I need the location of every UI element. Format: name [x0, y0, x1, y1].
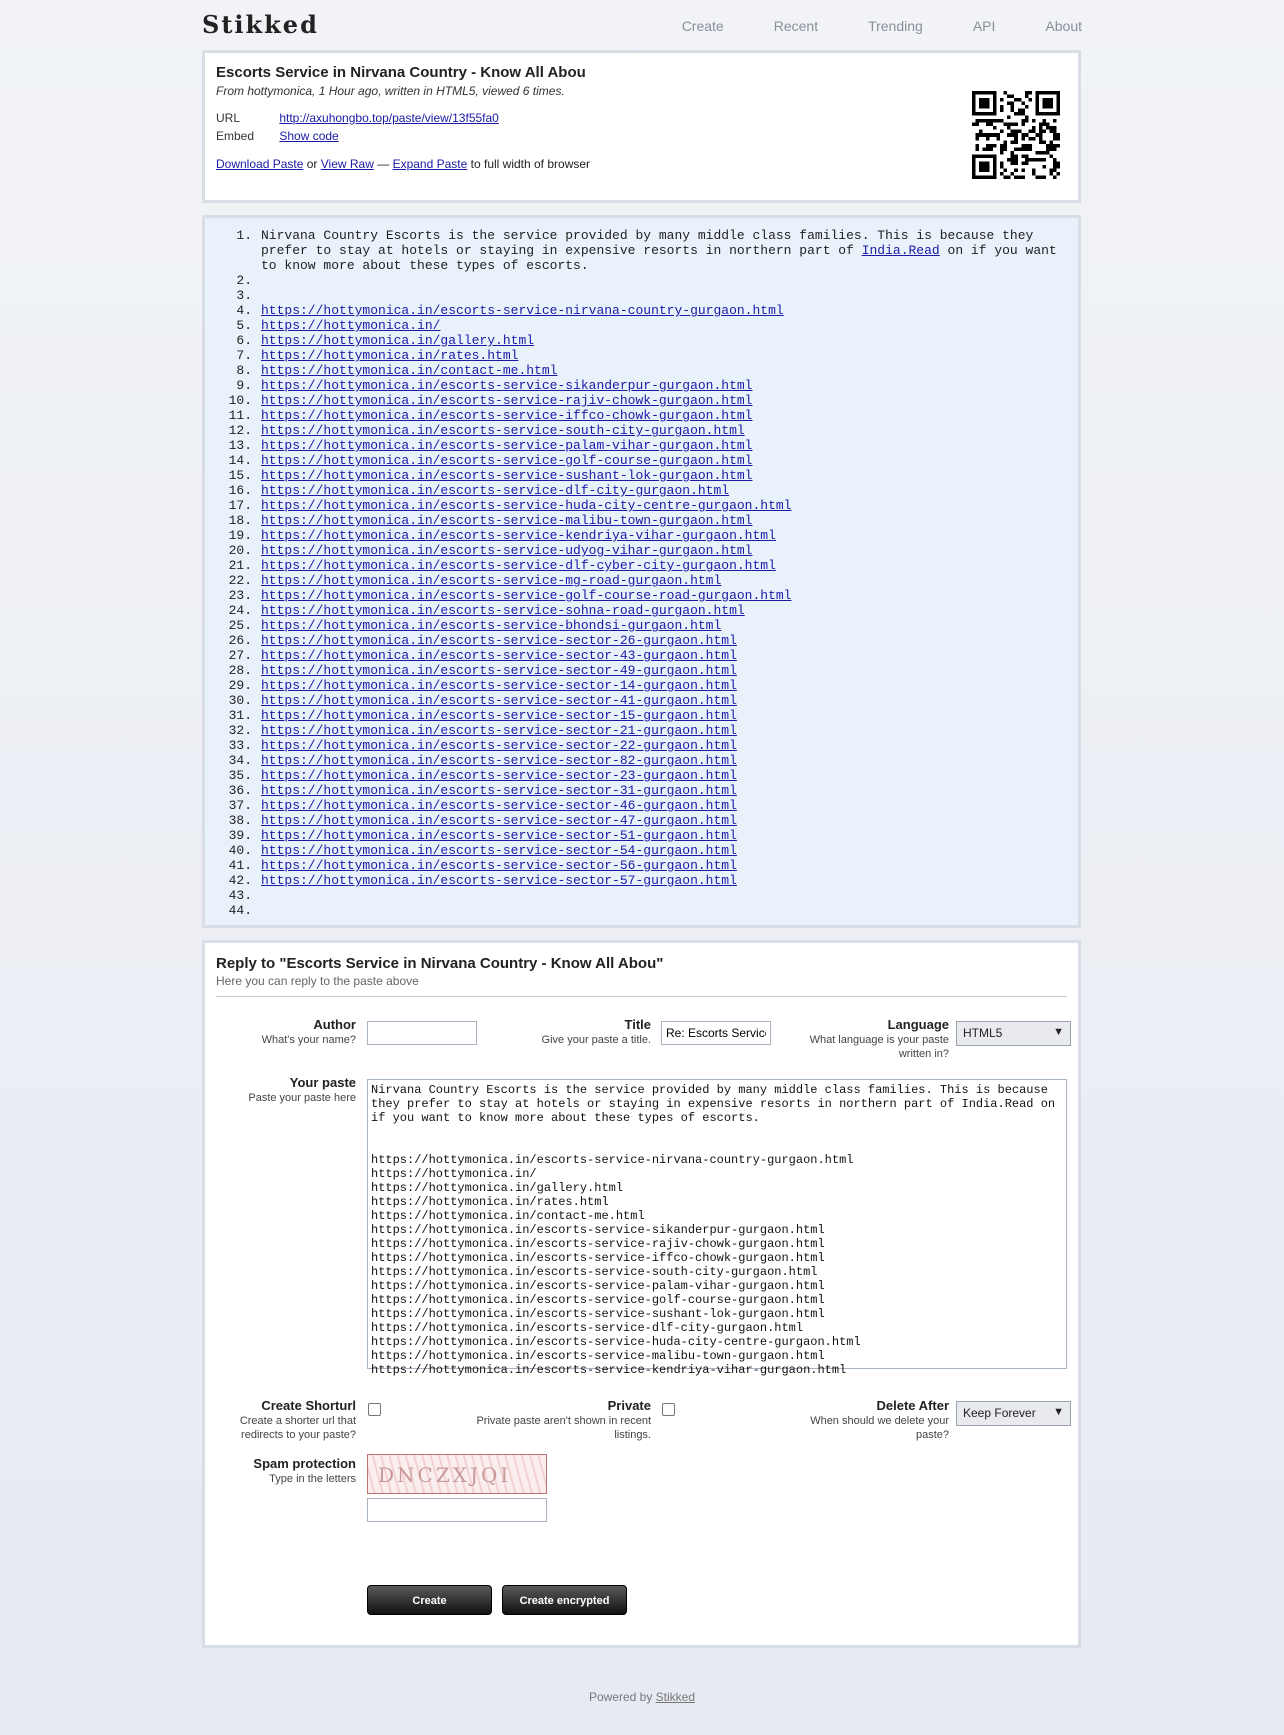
- code-line: [217, 333, 1061, 348]
- line-content: [261, 468, 1061, 483]
- code-link[interactable]: https://hottymonica.in/escorts-service-huda-city-centre-gurgaon.html: [261, 498, 792, 513]
- code-link[interactable]: https://hottymonica.in/escorts-service-sector-47-gurgaon.html: [261, 813, 737, 828]
- line-number: 20.: [228, 543, 252, 558]
- code-line: [217, 498, 1061, 513]
- create-button[interactable]: Create: [367, 1585, 492, 1615]
- line-content: [261, 333, 1061, 348]
- line-content: [261, 543, 1061, 558]
- line-number: 12.: [228, 423, 252, 438]
- code-line: [217, 843, 1061, 858]
- chevron-down-icon: ▼: [1053, 1406, 1064, 1418]
- code-line: [217, 228, 1065, 273]
- line-number: 42.: [228, 873, 252, 888]
- view-raw-link[interactable]: View Raw: [320, 157, 374, 171]
- code-link[interactable]: https://hottymonica.in/escorts-service-dlf-cyber-city-gurgaon.html: [261, 558, 776, 573]
- line-content: [261, 843, 1061, 858]
- spam-label: Spam protection: [253, 1456, 356, 1471]
- code-line: [217, 378, 1061, 393]
- line-number: 18.: [228, 513, 252, 528]
- line-number: 14.: [228, 453, 252, 468]
- line-content: [261, 858, 1061, 873]
- line-content: [261, 453, 1061, 468]
- nav-api[interactable]: API: [972, 18, 996, 34]
- line-content: [261, 738, 1061, 753]
- line-content: [261, 903, 1061, 918]
- line-number: 30.: [228, 693, 252, 708]
- site-logo[interactable]: Stikked: [202, 10, 319, 39]
- line-number: 15.: [228, 468, 252, 483]
- code-line: [217, 423, 1061, 438]
- code-line: [217, 393, 1061, 408]
- language-value: HTML5: [963, 1026, 1003, 1040]
- line-content: [261, 693, 1061, 708]
- or-text: or: [306, 157, 318, 171]
- line-content: [261, 888, 1061, 903]
- code-line: [217, 678, 1061, 693]
- line1-text: Nirvana Country Escorts is the service provided by many middle class families. This is because they prefer to stay at hotels or staying in expensive resorts in northern part of: [261, 228, 1042, 258]
- line-number: 25.: [228, 618, 252, 633]
- nav-recent[interactable]: Recent: [773, 18, 819, 34]
- code-link[interactable]: https://hottymonica.in/escorts-service-sector-14-gurgaon.html: [261, 678, 737, 693]
- code-line: [217, 288, 1061, 303]
- code-link[interactable]: https://hottymonica.in/escorts-service-sector-21-gurgaon.html: [261, 723, 737, 738]
- line-content: [261, 648, 1061, 663]
- line-content: [261, 768, 1061, 783]
- code-line: [217, 573, 1061, 588]
- title-input[interactable]: [661, 1021, 771, 1045]
- code-link[interactable]: https://hottymonica.in/contact-me.html: [261, 363, 558, 378]
- line-content: [261, 303, 1061, 318]
- line-content: [261, 633, 1061, 648]
- private-label-group: [475, 1398, 651, 1442]
- code-line: [217, 813, 1061, 828]
- line-number: 21.: [228, 558, 252, 573]
- line-number: 26.: [228, 633, 252, 648]
- code-line: [217, 858, 1061, 873]
- delete-label-group: [805, 1398, 949, 1442]
- delete-after-label: Delete After: [876, 1398, 949, 1413]
- expand-rest-text: to full width of browser: [470, 157, 591, 171]
- code-link[interactable]: https://hottymonica.in/rates.html: [261, 348, 519, 363]
- code-line: [217, 453, 1061, 468]
- line-content: [261, 588, 1061, 603]
- language-select[interactable]: [956, 1021, 1071, 1046]
- code-line: [217, 648, 1061, 663]
- paste-hint: Paste your paste here: [248, 1092, 356, 1104]
- dash-text: —: [377, 157, 390, 171]
- delete-after-hint: When should we delete your paste?: [810, 1415, 949, 1441]
- paste-info-panel: [202, 50, 1081, 203]
- line-number: 28.: [228, 663, 252, 678]
- line-content: [261, 393, 1061, 408]
- line-number: 8.: [236, 363, 252, 378]
- code-link[interactable]: https://hottymonica.in/escorts-service-rajiv-chowk-gurgaon.html: [261, 393, 753, 408]
- code-line: [217, 903, 1061, 918]
- shorturl-label-group: [216, 1398, 356, 1442]
- code-link[interactable]: https://hottymonica.in/escorts-service-sector-31-gurgaon.html: [261, 783, 737, 798]
- code-link[interactable]: https://hottymonica.in/escorts-service-dlf-city-gurgaon.html: [261, 483, 730, 498]
- url-row: [216, 111, 499, 125]
- code-line: [217, 633, 1061, 648]
- code-line: [217, 753, 1061, 768]
- code-line: [217, 798, 1061, 813]
- header: [202, 10, 1082, 46]
- code-line: [217, 543, 1061, 558]
- line-number: 19.: [228, 528, 252, 543]
- line-number: 3.: [236, 288, 252, 303]
- code-panel: [202, 215, 1081, 928]
- code-link[interactable]: https://hottymonica.in/escorts-service-sector-51-gurgaon.html: [261, 828, 737, 843]
- chevron-down-icon: ▼: [1053, 1026, 1064, 1038]
- line-content: [261, 663, 1061, 678]
- show-code-link[interactable]: Show code: [279, 129, 339, 143]
- author-hint: What's your name?: [261, 1034, 356, 1046]
- code-link[interactable]: https://hottymonica.in/escorts-service-sector-22-gurgaon.html: [261, 738, 737, 753]
- code-line: [217, 363, 1061, 378]
- line-number: 37.: [228, 798, 252, 813]
- line-number: 39.: [228, 828, 252, 843]
- url-label: URL: [216, 111, 241, 125]
- qr-code: [972, 91, 1060, 179]
- line-number: 29.: [228, 678, 252, 693]
- line-content: [261, 783, 1061, 798]
- line-number: 22.: [228, 573, 252, 588]
- title-label: Title: [624, 1017, 651, 1032]
- shorturl-hint: Create a shorter url that redirects to your paste?: [239, 1415, 356, 1441]
- code-line: [217, 318, 1061, 333]
- footer: [0, 1690, 1284, 1704]
- code-link[interactable]: https://hottymonica.in/escorts-service-bhondsi-gurgaon.html: [261, 618, 722, 633]
- code-link[interactable]: https://hottymonica.in/escorts-service-golf-course-gurgaon.html: [261, 453, 753, 468]
- paste-meta: From hottymonica, 1 Hour ago, written in HTML5, viewed 6 times.: [216, 84, 565, 98]
- spam-hint: Type in the letters: [269, 1473, 356, 1485]
- line-content: [261, 348, 1061, 363]
- code-link[interactable]: https://hottymonica.in/escorts-service-sector-43-gurgaon.html: [261, 648, 737, 663]
- code-link[interactable]: https://hottymonica.in/escorts-service-sector-41-gurgaon.html: [261, 693, 737, 708]
- code-line: [217, 528, 1061, 543]
- line-number: 4.: [236, 303, 252, 318]
- line-content: [261, 678, 1061, 693]
- author-label: Author: [313, 1017, 356, 1032]
- code-line: [217, 708, 1061, 723]
- code-line: [217, 348, 1061, 363]
- line-content: [261, 573, 1061, 588]
- code-line: [217, 303, 1061, 318]
- line-content: [261, 603, 1061, 618]
- code-line: [217, 483, 1061, 498]
- code-link[interactable]: https://hottymonica.in/escorts-service-sushant-lok-gurgaon.html: [261, 468, 753, 483]
- delete-after-select[interactable]: [956, 1401, 1071, 1426]
- reply-title: Reply to "Escorts Service in Nirvana Country - Know All Abou": [216, 955, 664, 972]
- line-content: [261, 873, 1061, 888]
- private-checkbox[interactable]: [662, 1403, 675, 1416]
- line-number: 41.: [228, 858, 252, 873]
- author-label-group: [216, 1017, 356, 1047]
- code-link[interactable]: https://hottymonica.in/escorts-service-sector-54-gurgaon.html: [261, 843, 737, 858]
- line-number: 36.: [228, 783, 252, 798]
- download-paste-link[interactable]: Download Paste: [216, 157, 304, 171]
- code-link[interactable]: https://hottymonica.in/escorts-service-udyog-vihar-gurgaon.html: [261, 543, 753, 558]
- nav-about[interactable]: About: [1045, 18, 1082, 34]
- code-line: [217, 468, 1061, 483]
- line-number: 38.: [228, 813, 252, 828]
- code-line: [217, 768, 1061, 783]
- nav-create[interactable]: Create: [681, 18, 724, 34]
- code-line: [217, 408, 1061, 423]
- line-content: [261, 513, 1061, 528]
- line-number: 35.: [228, 768, 252, 783]
- code-line: [217, 693, 1061, 708]
- line-number: 27.: [228, 648, 252, 663]
- expand-paste-link[interactable]: Expand Paste: [392, 157, 468, 171]
- shorturl-label: Create Shorturl: [261, 1398, 356, 1413]
- language-hint: What language is your paste written in?: [809, 1034, 949, 1060]
- line-number: 33.: [228, 738, 252, 753]
- divider: [216, 996, 1067, 997]
- line-content: [261, 408, 1061, 423]
- code-link[interactable]: https://hottymonica.in/escorts-service-nirvana-country-gurgaon.html: [261, 303, 784, 318]
- line-number: 43.: [228, 888, 252, 903]
- line-number: 23.: [228, 588, 252, 603]
- code-link[interactable]: https://hottymonica.in/escorts-service-sector-57-gurgaon.html: [261, 873, 737, 888]
- shorturl-checkbox[interactable]: [368, 1403, 381, 1416]
- code-line: [217, 873, 1061, 888]
- language-label-group: [785, 1017, 949, 1061]
- paste-title: Escorts Service in Nirvana Country - Know All Abou: [216, 64, 586, 81]
- private-label: Private: [607, 1398, 651, 1413]
- line-number: 13.: [228, 438, 252, 453]
- line-number: 17.: [228, 498, 252, 513]
- line-content: [261, 318, 1061, 333]
- line-content: [261, 828, 1061, 843]
- line-content: [261, 498, 1061, 513]
- code-line: [217, 558, 1061, 573]
- code-link[interactable]: https://hottymonica.in/escorts-service-sector-15-gurgaon.html: [261, 708, 737, 723]
- code-line: [217, 888, 1061, 903]
- code-line: [217, 618, 1061, 633]
- line-content: [261, 228, 1065, 273]
- line-content: [261, 753, 1061, 768]
- code-link[interactable]: https://hottymonica.in/escorts-service-sector-23-gurgaon.html: [261, 768, 737, 783]
- code-line: [217, 828, 1061, 843]
- line-content: [261, 288, 1061, 303]
- india-read-link[interactable]: India.Read: [861, 243, 940, 258]
- line-number: 31.: [228, 708, 252, 723]
- line-number: 11.: [228, 408, 252, 423]
- code-link[interactable]: https://hottymonica.in/gallery.html: [261, 333, 535, 348]
- code-line: [217, 513, 1061, 528]
- line-content: [261, 708, 1061, 723]
- code-link[interactable]: https://hottymonica.in/escorts-service-south-city-gurgaon.html: [261, 423, 745, 438]
- captcha-input[interactable]: [367, 1498, 547, 1522]
- code-link[interactable]: https://hottymonica.in/escorts-service-sikanderpur-gurgaon.html: [261, 378, 753, 393]
- stikked-link[interactable]: Stikked: [655, 1690, 696, 1704]
- code-link[interactable]: https://hottymonica.in/escorts-service-iffco-chowk-gurgaon.html: [261, 408, 753, 423]
- line-number: 40.: [228, 843, 252, 858]
- line-number: 32.: [228, 723, 252, 738]
- delete-after-value: Keep Forever: [963, 1406, 1036, 1420]
- captcha-text: DNCZXJQI: [378, 1463, 512, 1487]
- line-number: 6.: [236, 333, 252, 348]
- line-content: [261, 438, 1061, 453]
- line-content: [261, 423, 1061, 438]
- paste-url-link[interactable]: http://axuhongbo.top/paste/view/13f55fa0: [279, 111, 499, 125]
- spam-label-group: [216, 1456, 356, 1486]
- line-content: [261, 723, 1061, 738]
- line-number: 7.: [236, 348, 252, 363]
- code-line: [217, 723, 1061, 738]
- code-link[interactable]: https://hottymonica.in/escorts-service-sector-49-gurgaon.html: [261, 663, 737, 678]
- line-content: [261, 483, 1061, 498]
- embed-row: [216, 129, 339, 143]
- private-hint: Private paste aren't shown in recent listings.: [476, 1415, 651, 1441]
- nav-trending[interactable]: Trending: [868, 18, 923, 34]
- code-link[interactable]: https://hottymonica.in/escorts-service-sohna-road-gurgaon.html: [261, 603, 745, 618]
- line-content: [261, 798, 1061, 813]
- line-content: [261, 813, 1061, 828]
- title-label-group: [485, 1017, 651, 1047]
- line-number: 2.: [236, 273, 252, 288]
- code-link[interactable]: https://hottymonica.in/escorts-service-malibu-town-gurgaon.html: [261, 513, 753, 528]
- code-line: [217, 738, 1061, 753]
- code-link[interactable]: https://hottymonica.in/escorts-service-mg-road-gurgaon.html: [261, 573, 722, 588]
- line-number: 44.: [228, 903, 252, 918]
- code-listing: [217, 228, 1065, 918]
- code-link[interactable]: https://hottymonica.in/escorts-service-palam-vihar-gurgaon.html: [261, 438, 753, 453]
- code-link[interactable]: https://hottymonica.in/escorts-service-golf-course-road-gurgaon.html: [261, 588, 792, 603]
- code-link[interactable]: https://hottymonica.in/escorts-service-kendriya-vihar-gurgaon.html: [261, 528, 776, 543]
- code-line: [217, 663, 1061, 678]
- reply-subtitle: Here you can reply to the paste above: [216, 974, 419, 988]
- line-content: [261, 618, 1061, 633]
- line-content: [261, 528, 1061, 543]
- code-link[interactable]: https://hottymonica.in/escorts-service-sector-26-gurgaon.html: [261, 633, 737, 648]
- line-number: 10.: [228, 393, 252, 408]
- paste-label: Your paste: [289, 1075, 356, 1090]
- paste-actions: [216, 157, 590, 171]
- line-content: [261, 363, 1061, 378]
- code-line: [217, 603, 1061, 618]
- paste-label-group: [216, 1075, 356, 1105]
- code-link[interactable]: https://hottymonica.in/escorts-service-sector-46-gurgaon.html: [261, 798, 737, 813]
- code-link[interactable]: https://hottymonica.in/escorts-service-sector-56-gurgaon.html: [261, 858, 737, 873]
- line-number: 9.: [236, 378, 252, 393]
- powered-by-text: Powered by: [588, 1690, 653, 1704]
- line-number: 1.: [236, 228, 252, 243]
- line-content: [261, 558, 1061, 573]
- code-link[interactable]: https://hottymonica.in/: [261, 318, 441, 333]
- create-encrypted-button[interactable]: Create encrypted: [502, 1585, 627, 1615]
- line1-rest: on if you want to know more about these types of escorts.: [261, 243, 1065, 273]
- reply-panel: [202, 940, 1081, 1648]
- embed-label: Embed: [216, 129, 255, 143]
- code-line: [217, 273, 1061, 288]
- main-nav: [632, 18, 1082, 34]
- paste-textarea[interactable]: Nirvana Country Escorts is the service provided by many middle class families. This is because they prefer to stay at hotels or staying in expensive resorts in northern part of India.Read on if you want to know more about these types of escorts. https://hottymonica.in/escorts-service-nirvana-country-gurgaon.html https://hottymonica.in/ https://hottymonica.in/gallery.html https://hottymonica.in/rates.html https://hottymonica.in/contact-me.html https://hottymonica.in/escorts-service-sikanderpur-gurgaon.html https://hottymonica.in/escorts-service-rajiv-chowk-gurgaon.html https://hottymonica.in/escorts-service-iffco-chowk-gurgaon.html https://hottymonica.in/escorts-service-south-city-gurgaon.html https://hottymonica.in/escorts-service-palam-vihar-gurgaon.html https://hottymonica.in/escorts-service-golf-course-gurgaon.html https://hottymonica.in/escorts-service-sushant-lok-gurgaon.html https://hottymonica.in/escorts-service-dlf-city-gurgaon.html https://hottymonica.in/escorts-service-huda-city-centre-gurgaon.html https://hottymonica.in/escorts-service-malibu-town-gurgaon.html https://hottymonica.in/escorts-service-kendriya-vihar-gurgaon.html: [367, 1079, 1067, 1369]
- line-number: 5.: [236, 318, 252, 333]
- code-link[interactable]: https://hottymonica.in/escorts-service-sector-82-gurgaon.html: [261, 753, 737, 768]
- line-number: 24.: [228, 603, 252, 618]
- title-hint: Give your paste a title.: [541, 1034, 651, 1046]
- code-line: [217, 783, 1061, 798]
- line-number: 34.: [228, 753, 252, 768]
- code-line: [217, 438, 1061, 453]
- captcha-image: [367, 1454, 547, 1494]
- line-number: 16.: [228, 483, 252, 498]
- author-input[interactable]: [367, 1021, 477, 1045]
- line-content: [261, 273, 1061, 288]
- line-content: [261, 378, 1061, 393]
- code-line: [217, 588, 1061, 603]
- language-label: Language: [887, 1017, 949, 1032]
